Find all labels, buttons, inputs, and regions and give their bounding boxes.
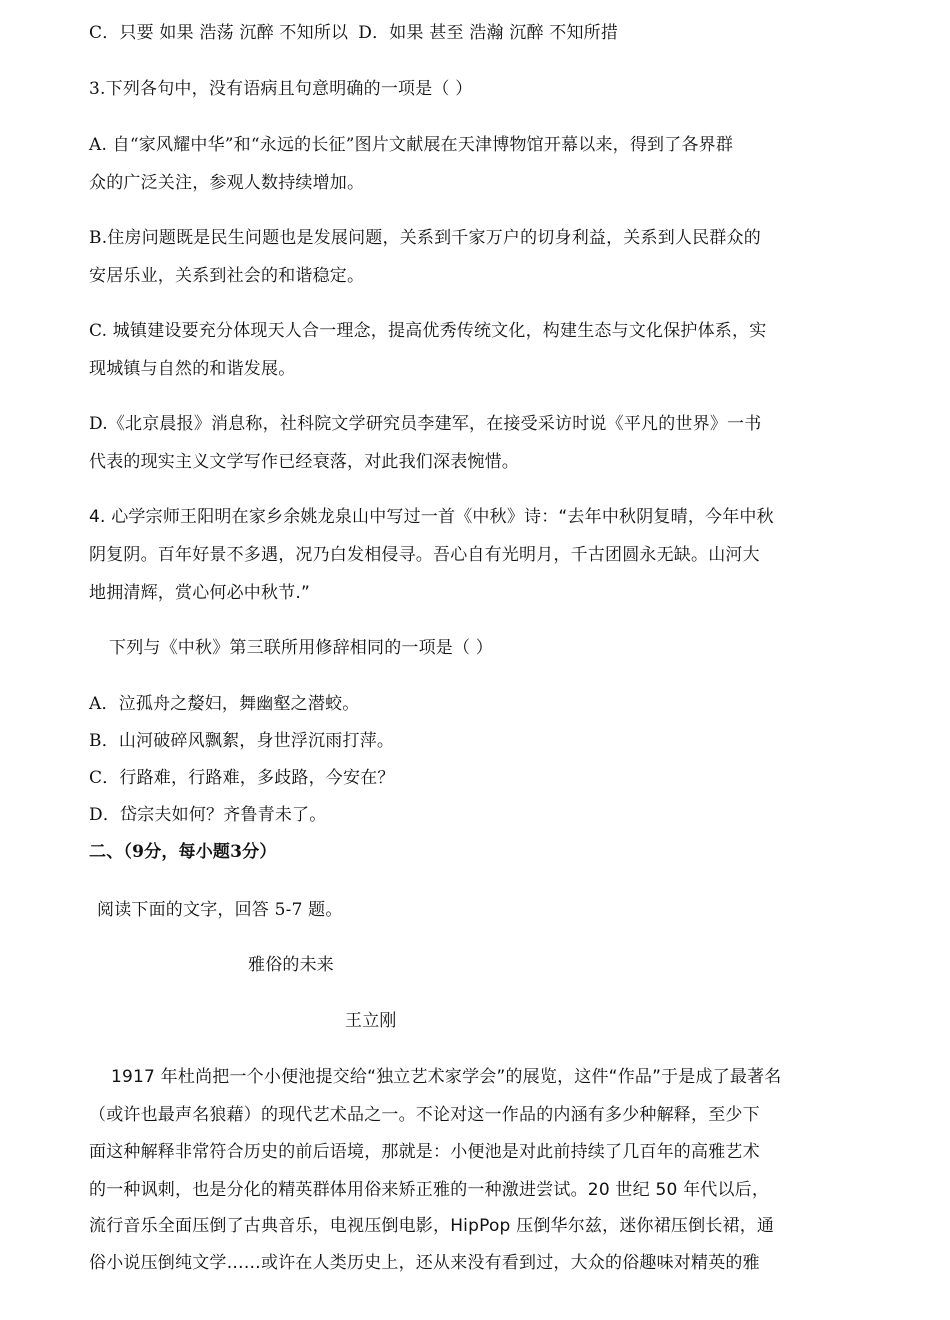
article-title: 雅俗的未来 (248, 955, 334, 975)
article-paragraph-line5: 流行音乐全面压倒了古典音乐，电视压倒电影，HipPop 压倒华尔兹，迷你裙压倒长裙，通 (89, 1216, 775, 1236)
q3-stem: 3.下列各句中，没有语病且句意明确的一项是（ ） (89, 79, 473, 99)
article-paragraph-line4: 的一种讽刺，也是分化的精英群体用俗来矫正雅的一种激进尝试。20 世纪 50 年代以后， (89, 1180, 770, 1200)
q3-option-b-line2: 安居乐业，关系到社会的和谐稳定。 (89, 266, 365, 286)
q3-option-d-line2: 代表的现实主义文学写作已经衰落，对此我们深表惋惜。 (89, 452, 519, 472)
q3-option-b-line1: B.住房问题既是民生问题也是发展问题，关系到千家万户的切身利益，关系到人民群众的 (89, 228, 761, 248)
q4-stem-line3: 地拥清辉，赏心何必中秋节.” (89, 583, 311, 603)
q4-option-d: D．岱宗夫如何？齐鲁青未了。 (89, 805, 327, 825)
section-heading: 二、（9分，每小题3分） (89, 842, 277, 862)
article-paragraph-line2: （或许也最声名狼藉）的现代艺术品之一。不论对这一作品的内涵有多少种解释，至少下 (89, 1105, 760, 1125)
article-paragraph-line6: 俗小说压倒纯文学……或许在人类历史上，还从来没有看到过，大众的俗趣味对精英的雅 (89, 1253, 760, 1273)
q4-question: 下列与《中秋》第三联所用修辞相同的一项是（ ） (109, 638, 494, 658)
q2-option-c: C．只要 如果 浩荡 沉醉 不知所以 (89, 23, 349, 43)
reading-instruction: 阅读下面的文字，回答 5-7 题。 (97, 900, 343, 920)
q3-option-c-line2: 现城镇与自然的和谐发展。 (89, 359, 296, 379)
q2-option-d: D．如果 甚至 浩瀚 沉醉 不知所措 (358, 23, 619, 43)
q4-stem-line1: 4. 心学宗师王阳明在家乡余姚龙泉山中写过一首《中秋》诗：“去年中秋阴复晴，今年中秋 (89, 507, 774, 527)
article-author: 王立刚 (345, 1011, 397, 1031)
q4-option-b: B．山河破碎风飘絮，身世浮沉雨打萍。 (89, 731, 395, 751)
q3-option-a-line1: A. 自“家风耀中华”和“永远的长征”图片文献展在天津博物馆开幕以来，得到了各界群 (89, 135, 734, 155)
q4-stem-line2: 阴复阴。百年好景不多遇，况乃白发相侵寻。吾心自有光明月，千古团圆永无缺。山河大 (89, 545, 760, 565)
q2-options-cd (89, 23, 618, 43)
q3-option-c-line1: C. 城镇建设要充分体现天人合一理念，提高优秀传统文化，构建生态与文化保护体系，实 (89, 321, 767, 341)
q3-option-a-line2: 众的广泛关注，参观人数持续增加。 (89, 173, 365, 193)
q3-option-d-line1: D.《北京晨报》消息称，社科院文学研究员李建军，在接受采访时说《平凡的世界》一书 (89, 414, 762, 434)
q4-option-a: A．泣孤舟之嫠妇，舞幽壑之潜蛟。 (89, 694, 360, 714)
article-paragraph-line1: 1917 年杜尚把一个小便池提交给“独立艺术家学会”的展览，这件“作品”于是成了最著名 (111, 1067, 782, 1087)
article-paragraph-line3: 面这种解释非常符合历史的前后语境，那就是：小便池是对此前持续了几百年的高雅艺术 (89, 1142, 760, 1162)
q4-option-c: C．行路难，行路难，多歧路，今安在？ (89, 768, 395, 788)
